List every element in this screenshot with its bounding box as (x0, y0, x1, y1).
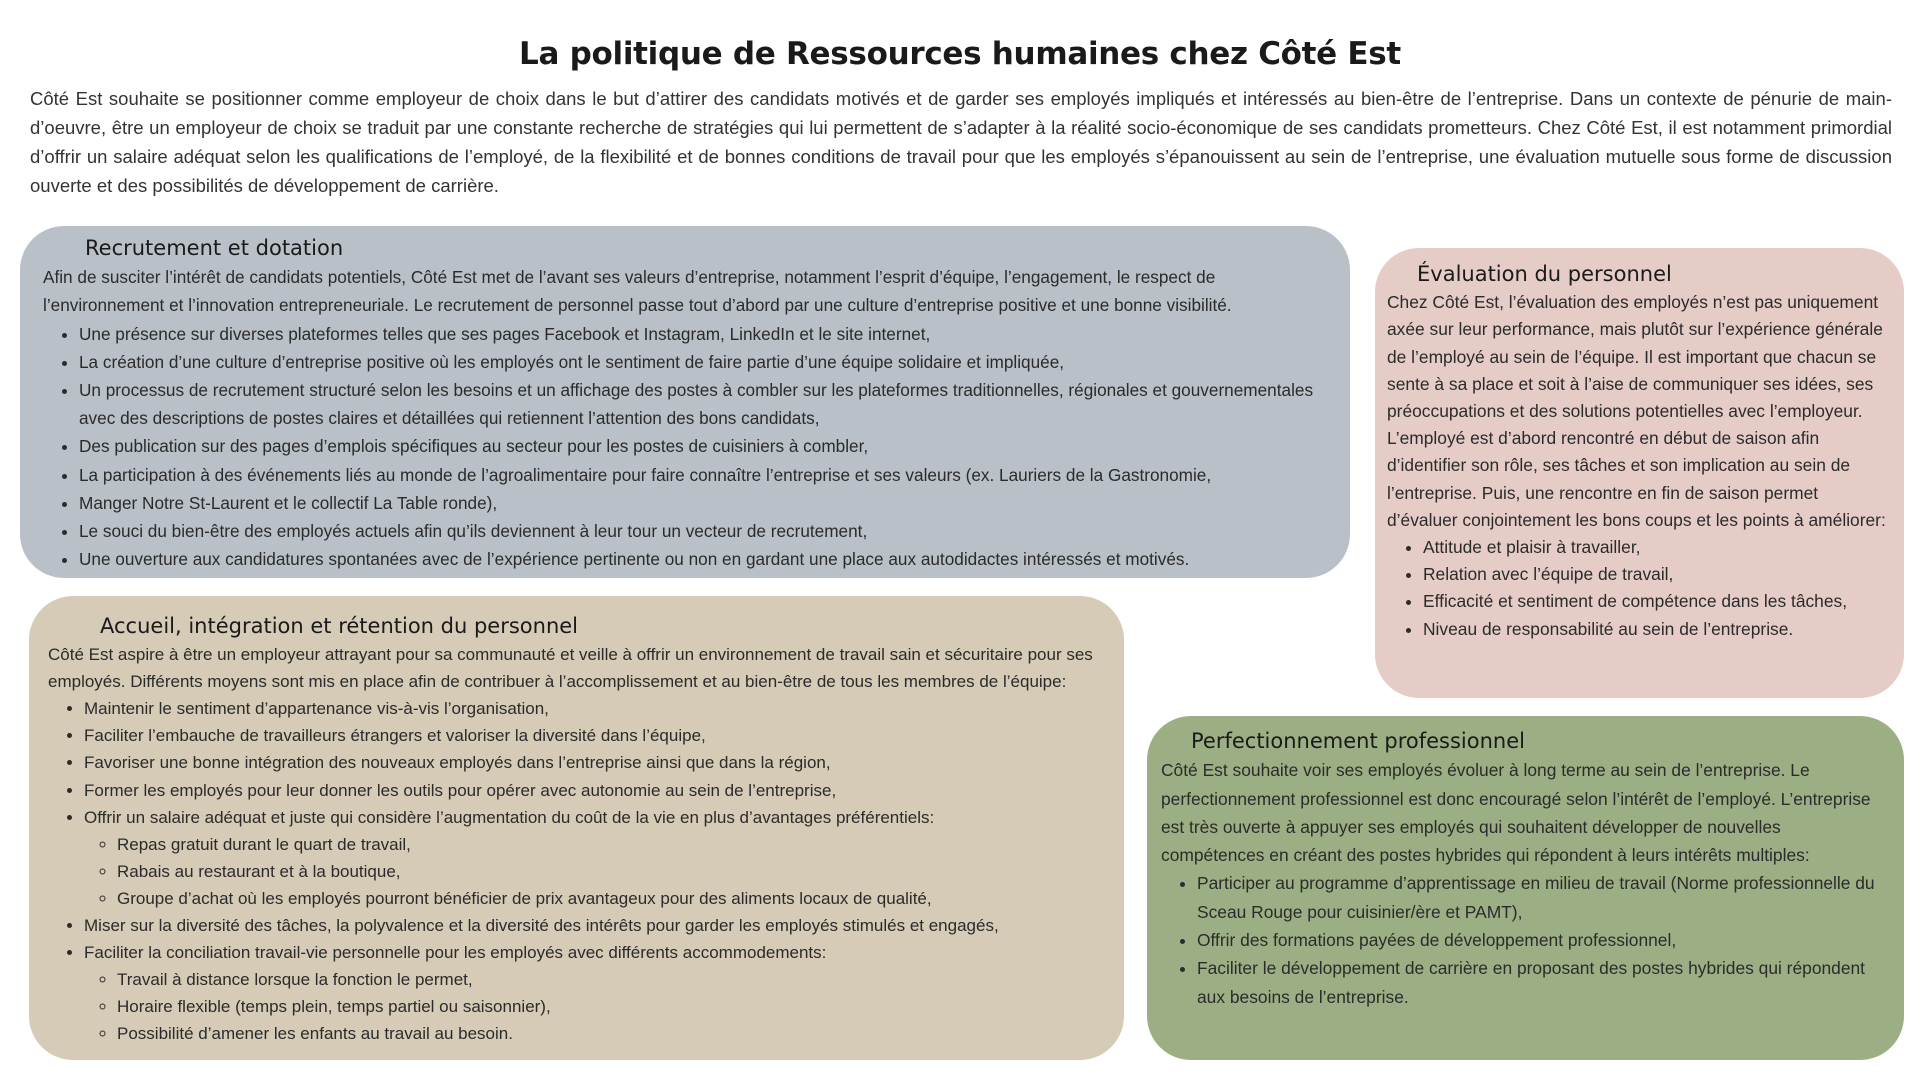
list-item: • Une ouverture aux candidatures spontanées avec de l’expérience pertinente ou non en gardant une place aux autodidactes intéressés et motivés. (79, 545, 1320, 573)
list-item: • Relation avec l’équipe de travail, (1423, 561, 1890, 588)
list-item: • Offrir des formations payées de développement professionnel, (1197, 926, 1886, 954)
sublist-item: ◦ Groupe d’achat où les employés pourront bénéficier de prix avantageux pour des aliments locaux de qualité, (117, 885, 1104, 912)
list-item: • Faciliter l’embauche de travailleurs étrangers et valoriser la diversité dans l’équipe, (84, 722, 1104, 749)
intro-paragraph: Côté Est souhaite se positionner comme employeur de choix dans le but d’attirer des candidats motivés et de garder ses employés impliqués et intéressés au bien-être de l’entreprise. Dans un contexte de pénurie de main-d’oeuvre, être un employeur de choix se traduit par une constante recherche de stratégies qui lui permettent de s’adapter à la réalité socio-économique de ses candidats prometteurs. Chez Côté Est, il est notamment primordial d’offrir un salaire adéquat selon les qualifications de l’employé, de la flexibilité et de bonnes conditions de travail pour que les employés s’épanouissent au sein de l’entreprise, une évaluation mutuelle sous forme de discussion ouverte et des possibilités de développement de carrière. (30, 88, 1892, 196)
sublist-item: ◦ Repas gratuit durant le quart de travail, (117, 831, 1104, 858)
list-item: • Une présence sur diverses plateformes telles que ses pages Facebook et Instagram, LinkedIn et le site internet, (79, 320, 1320, 348)
list-item: • La participation à des événements liés au monde de l’agroalimentaire pour faire connaître l’entreprise et ses valeurs (ex. Lauriers de la Gastronomie, (79, 461, 1320, 489)
list-item: • Participer au programme d’apprentissage en milieu de travail (Norme professionnelle du Sceau Rouge pour cuisinier/ère et PAMT), (1197, 869, 1886, 926)
list-item-text: Offrir un salaire adéquat et juste qui considère l’augmentation du coût de la vie en plus d’avantages préférentiels: (84, 807, 935, 827)
avantages-sublist (84, 831, 1104, 912)
perfectionnement-heading: Perfectionnement professionnel (1191, 729, 1525, 753)
sublist-item: ◦ Possibilité d’amener les enfants au travail au besoin. (117, 1020, 1104, 1047)
perfectionnement-body: Côté Est souhaite voir ses employés évoluer à long terme au sein de l’entreprise. Le perfectionnement professionnel est donc encouragé selon l’intérêt de l’employé. L’entreprise est très ouverte à appuyer ses employés qui souhaitent développer de nouvelles compétences en créant des postes hybrides qui répondent à leurs intérêts multiples: (1161, 760, 1871, 866)
list-item: • Des publication sur des pages d’emplois spécifiques au secteur pour les postes de cuisiniers à combler, (79, 432, 1320, 460)
list-item: • Favoriser une bonne intégration des nouveaux employés dans l’entreprise ainsi que dans la région, (84, 749, 1104, 776)
accueil-body: Côté Est aspire à être un employeur attrayant pour sa communauté et veille à offrir un environnement de travail sain et sécuritaire pour ses employés. Différents moyens sont mis en place afin de contribuer à l’accomplissement et au bien-être de tous les membres de l’équipe: (48, 645, 1093, 692)
list-item-text: Faciliter la conciliation travail-vie personnelle pour les employés avec différents accommodements: (84, 943, 827, 963)
list-item: • Former les employés pour leur donner les outils pour opérer avec autonomie au sein de l’entreprise, (84, 777, 1104, 804)
accueil-card (29, 596, 1124, 1060)
list-item: • Maintenir le sentiment d’appartenance vis-à-vis l’organisation, (84, 695, 1104, 722)
accueil-list (48, 695, 1104, 1047)
accueil-heading: Accueil, intégration et rétention du personnel (100, 614, 579, 638)
evaluation-body: Chez Côté Est, l’évaluation des employés n’est pas uniquement axée sur leur performance, mais plutôt sur l’expérience générale de l’employé au sein de l’équipe. Il est important que chacun se sente à sa place et soit à l’aise de communiquer ses idées, ses préoccupations et des solutions potentielles avec l’employeur. L’employé est d’abord rencontré en début de saison afin d’identifier son rôle, ses tâches et son implication au sein de l’entreprise. Puis, une rencontre en fin de saison permet d’évaluer conjointement les bons coups et les points à améliorer: (1387, 292, 1886, 530)
evaluation-list (1387, 534, 1890, 643)
sublist-item: ◦ Travail à distance lorsque la fonction le permet, (117, 966, 1104, 993)
list-item: • Le souci du bien-être des employés actuels afin qu’ils deviennent à leur tour un vecteur de recrutement, (79, 517, 1320, 545)
sublist-item: ◦ Horaire flexible (temps plein, temps partiel ou saisonnier), (117, 993, 1104, 1020)
evaluation-card (1375, 248, 1904, 698)
list-item: • Un processus de recrutement structuré selon les besoins et un affichage des postes à combler sur les plateformes traditionnelles, régionales et gouvernementales avec des descriptions de postes claires et détaillées qui retiennent l’attention des bons candidats, (79, 376, 1320, 432)
evaluation-heading: Évaluation du personnel (1417, 262, 1672, 286)
recrutement-body: Afin de susciter l’intérêt de candidats potentiels, Côté Est met de l’avant ses valeurs d’entreprise, notamment l’esprit d’équipe, l’engagement, le respect de l’environnement et l’innovation entrepreneuriale. Le recrutement de personnel passe tout d’abord par une culture d’entreprise positive et une bonne visibilité. (43, 267, 1232, 316)
list-item: • Manger Notre St-Laurent et le collectif La Table ronde), (79, 489, 1320, 517)
recrutement-card (20, 226, 1350, 578)
page-title: La politique de Ressources humaines chez Côté Est (519, 36, 1401, 72)
list-item-with-sublist (84, 804, 1104, 912)
perfectionnement-card (1147, 716, 1904, 1060)
perfectionnement-list (1161, 869, 1886, 1010)
sublist-item: ◦ Rabais au restaurant et à la boutique, (117, 858, 1104, 885)
list-item-with-sublist (84, 939, 1104, 1047)
list-item: • Attitude et plaisir à travailler, (1423, 534, 1890, 561)
list-item: • Miser sur la diversité des tâches, la polyvalence et la diversité des intérêts pour garder les employés stimulés et engagés, (84, 912, 1104, 939)
recrutement-heading: Recrutement et dotation (85, 236, 344, 260)
list-item: • Efficacité et sentiment de compétence dans les tâches, (1423, 588, 1890, 615)
list-item: • Niveau de responsabilité au sein de l’entreprise. (1423, 616, 1890, 643)
accommodements-sublist (84, 966, 1104, 1047)
list-item: • La création d’une culture d’entreprise positive où les employés ont le sentiment de faire partie d’une équipe solidaire et impliquée, (79, 348, 1320, 376)
list-item: • Faciliter le développement de carrière en proposant des postes hybrides qui répondent aux besoins de l’entreprise. (1197, 954, 1886, 1011)
recrutement-list (43, 320, 1320, 574)
